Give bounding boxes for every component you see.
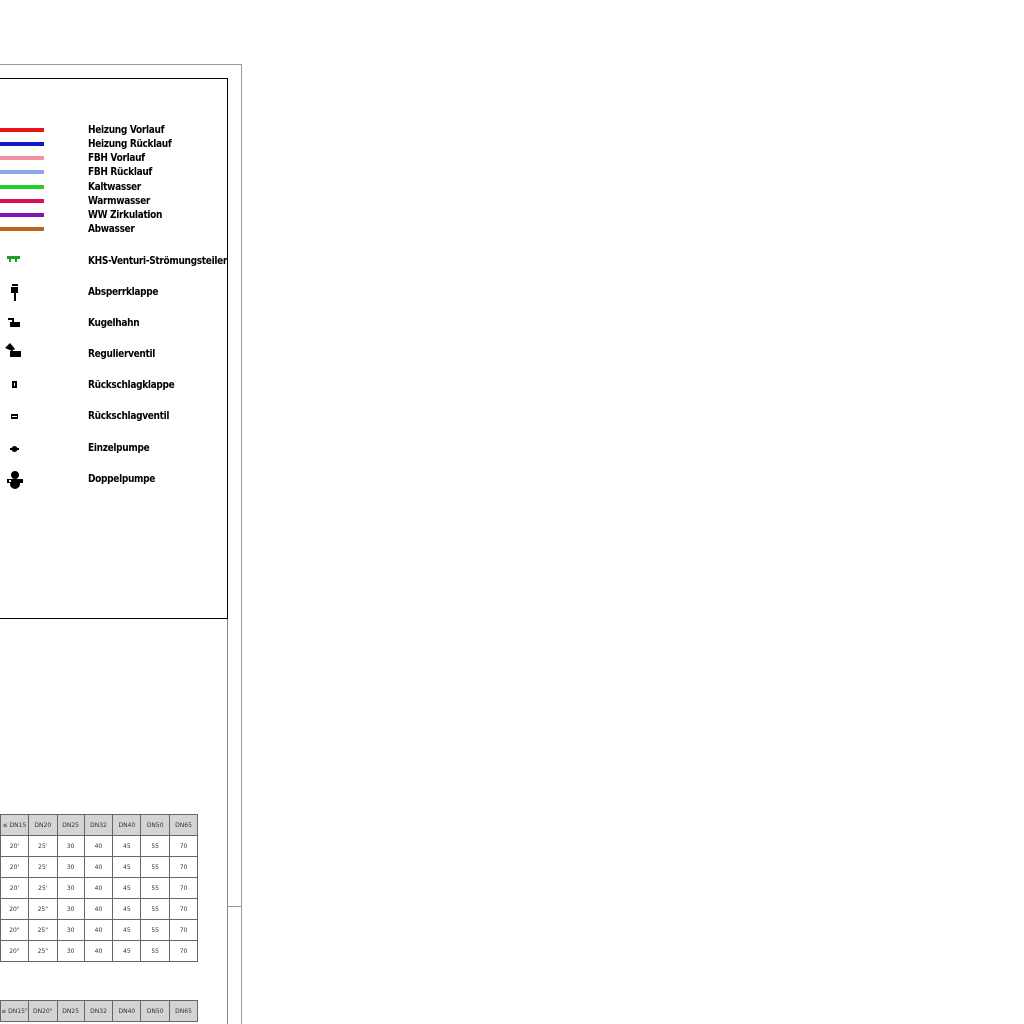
table-cell: 25" bbox=[28, 899, 57, 920]
legend-label-regulierventil: Regulierventil bbox=[88, 347, 156, 360]
control-valve-icon bbox=[4, 343, 22, 359]
table-row bbox=[1, 941, 198, 962]
legend-label-rueckschlagventil: Rückschlagventil bbox=[88, 409, 170, 422]
legend-label-kaltwasser: Kaltwasser bbox=[88, 180, 141, 193]
single-pump-icon bbox=[10, 445, 20, 453]
table-cell: 40 bbox=[84, 941, 113, 962]
line-swatch-kaltwasser bbox=[0, 185, 44, 189]
table-cell: 30 bbox=[57, 920, 84, 941]
table-cell: 40 bbox=[84, 899, 113, 920]
legend-label-doppelpumpe: Doppelpumpe bbox=[88, 472, 156, 485]
table-cell: 45 bbox=[113, 836, 141, 857]
legend-label-absperrklappe: Absperrklappe bbox=[88, 285, 159, 298]
table-cell: 55 bbox=[141, 857, 170, 878]
table-cell: 20" bbox=[1, 899, 29, 920]
table-header-cell: DN20 bbox=[28, 815, 57, 836]
check-valve-icon bbox=[11, 414, 19, 420]
table-cell: 20" bbox=[1, 941, 29, 962]
line-swatch-fbh-ruecklauf bbox=[0, 170, 44, 174]
table-cell: 30 bbox=[57, 878, 84, 899]
table-header-row bbox=[1, 815, 198, 836]
table-cell: 40 bbox=[84, 836, 113, 857]
ball-valve-icon bbox=[8, 318, 22, 328]
table-cell: 70 bbox=[170, 899, 198, 920]
table-cell: 70 bbox=[170, 857, 198, 878]
frame-top-line bbox=[0, 64, 242, 65]
table-cell: 55 bbox=[141, 836, 170, 857]
check-flap-icon bbox=[12, 381, 18, 389]
table-row bbox=[1, 899, 198, 920]
table-cell: 70 bbox=[170, 920, 198, 941]
table-header-cell: ≤ DN15 bbox=[1, 815, 29, 836]
table-cell: 70 bbox=[170, 878, 198, 899]
line-swatch-fbh-vorlauf bbox=[0, 156, 44, 160]
table-cell: 20' bbox=[1, 857, 29, 878]
table-header-row bbox=[1, 1001, 198, 1022]
table-cell: 45 bbox=[113, 941, 141, 962]
table-cell: 70 bbox=[170, 941, 198, 962]
table-header-cell: DN32 bbox=[84, 815, 113, 836]
table-cell: 30 bbox=[57, 836, 84, 857]
table-header-cell: DN40 bbox=[113, 815, 141, 836]
legend-label-heizung-vorlauf: Heizung Vorlauf bbox=[88, 123, 165, 136]
table-cell: 45 bbox=[113, 878, 141, 899]
table-header-cell: DN20" bbox=[28, 1001, 57, 1022]
legend-label-einzelpumpe: Einzelpumpe bbox=[88, 441, 150, 454]
legend-label-heizung-ruecklauf: Heizung Rücklauf bbox=[88, 137, 172, 150]
table-cell: 55 bbox=[141, 878, 170, 899]
table-cell: 25' bbox=[28, 857, 57, 878]
table-header-cell: DN50 bbox=[141, 1001, 170, 1022]
table-header-cell: DN40 bbox=[113, 1001, 141, 1022]
legend-label-fbh-ruecklauf: FBH Rücklauf bbox=[88, 165, 153, 178]
line-swatch-abwasser bbox=[0, 227, 44, 231]
table-cell: 20' bbox=[1, 878, 29, 899]
table-row bbox=[1, 878, 198, 899]
table-cell: 45 bbox=[113, 920, 141, 941]
table-header-cell: DN65 bbox=[170, 1001, 198, 1022]
table-cell: 30 bbox=[57, 941, 84, 962]
table-cell: 25' bbox=[28, 836, 57, 857]
table-cell: 45 bbox=[113, 857, 141, 878]
insulation-table-2 bbox=[0, 1000, 198, 1022]
table-header-cell: DN32 bbox=[84, 1001, 113, 1022]
legend-label-kugelhahn: Kugelhahn bbox=[88, 316, 140, 329]
legend-label-ww-zirkulation: WW Zirkulation bbox=[88, 208, 163, 221]
legend-label-venturi: KHS-Venturi-Strömungsteiler bbox=[88, 254, 228, 267]
table-header-cell: DN25 bbox=[57, 1001, 84, 1022]
butterfly-valve-icon bbox=[10, 284, 20, 302]
table-cell: 30 bbox=[57, 899, 84, 920]
table-cell: 40 bbox=[84, 857, 113, 878]
table-cell: 70 bbox=[170, 836, 198, 857]
table-cell: 40 bbox=[84, 878, 113, 899]
table-cell: 30 bbox=[57, 857, 84, 878]
table-cell: 40 bbox=[84, 920, 113, 941]
insulation-table-1 bbox=[0, 814, 198, 962]
table-cell: 20' bbox=[1, 836, 29, 857]
legend-label-fbh-vorlauf: FBH Vorlauf bbox=[88, 151, 145, 164]
table-row bbox=[1, 920, 198, 941]
table-row bbox=[1, 836, 198, 857]
frame-inner-vertical bbox=[227, 618, 228, 1024]
frame-right-line bbox=[241, 64, 242, 1024]
legend-label-warmwasser: Warmwasser bbox=[88, 194, 151, 207]
table-cell: 55 bbox=[141, 941, 170, 962]
table-cell: 55 bbox=[141, 899, 170, 920]
legend-label-abwasser: Abwasser bbox=[88, 222, 135, 235]
table-row bbox=[1, 857, 198, 878]
table-cell: 25" bbox=[28, 941, 57, 962]
table-header-cell: DN50 bbox=[141, 815, 170, 836]
table-cell: 20" bbox=[1, 920, 29, 941]
legend-label-rueckschlagklappe: Rückschlagklappe bbox=[88, 378, 175, 391]
frame-tick bbox=[228, 906, 242, 907]
table-header-cell: ≤ DN15" bbox=[1, 1001, 29, 1022]
venturi-icon bbox=[6, 255, 22, 265]
double-pump-icon bbox=[6, 470, 24, 490]
table-cell: 55 bbox=[141, 920, 170, 941]
table-cell: 25" bbox=[28, 920, 57, 941]
table-cell: 45 bbox=[113, 899, 141, 920]
line-swatch-ww-zirkulation bbox=[0, 213, 44, 217]
table-cell: 25' bbox=[28, 878, 57, 899]
table-header-cell: DN25 bbox=[57, 815, 84, 836]
line-swatch-warmwasser bbox=[0, 199, 44, 203]
line-swatch-heizung-vorlauf bbox=[0, 128, 44, 132]
line-swatch-heizung-ruecklauf bbox=[0, 142, 44, 146]
table-header-cell: DN65 bbox=[170, 815, 198, 836]
